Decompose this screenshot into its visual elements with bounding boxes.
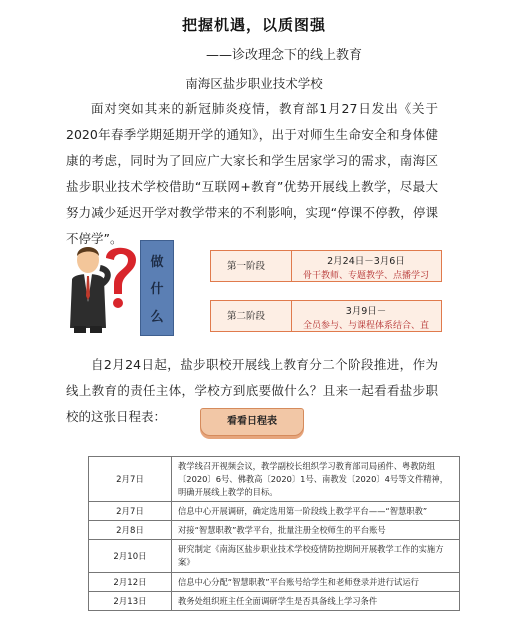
table-row [89, 521, 460, 540]
page-title: 把握机遇，以质图强 [181, 16, 326, 34]
page-subtitle: ——诊改理念下的线上教育 [205, 48, 362, 63]
stage-description: 全员参与、与课程体系结合、直 [302, 321, 429, 331]
schedule-content: 信息中心开展调研，确定选用第一阶段线上教学平台——“智慧职教” [172, 502, 460, 521]
schedule-content: 教学线召开视频会议，教学副校长组织学习教育部司局函件、粤教防组〔2020〕6号、佛教高〔2020〕1号、南教发〔2020〕4号等文件精神，明确开展线上教学的目标。 [172, 457, 460, 502]
stage-one-box [210, 250, 442, 282]
schedule-content: 研究制定《南海区盐步职业技术学校疫情防控期间开展教学工作的实施方案》 [172, 540, 460, 573]
intro-paragraph: 面对突如其来的新冠肺炎疫情，教育部1月27日发出《关于2020年春季学期延期开学的通知》，出于对师生生命安全和身体健康的考虑，同时为了回应广大家长和学生居家学习的需求，南海区盐步职业技术学校借助“互联网+教育”优势开展线上教学，尽最大努力减少延迟开学对教学带来的不利影响，实现“停课不停教，停课不停学”。 [66, 101, 438, 246]
schedule-tag: 看看日程表 [200, 408, 304, 436]
schedule-date: 2月12日 [89, 573, 172, 592]
side-char: 做 [150, 255, 164, 271]
stage-date: 3月9日－ [345, 306, 387, 317]
table-row [89, 592, 460, 611]
schedule-date: 2月7日 [89, 457, 172, 502]
table-row [89, 457, 460, 502]
table-row [89, 540, 460, 573]
schedule-content: 对接“智慧职教”教学平台，批量注册全校师生的平台账号 [172, 521, 460, 540]
stage-name: 第二阶段 [227, 311, 266, 322]
schedule-intro-paragraph: 自2月24日起，盐步职校开展线上教育分二个阶段推进，作为线上教育的责任主体，学校方到底要做什么？且来一起看看盐步职校的这张日程表： [66, 357, 438, 424]
schedule-date: 2月7日 [89, 502, 172, 521]
stage-two-box [210, 300, 442, 332]
side-char: 什 [150, 282, 164, 298]
schedule-date: 2月10日 [89, 540, 172, 573]
stage-name: 第一阶段 [227, 261, 266, 272]
schedule-content: 教务处组织班主任全面调研学生是否具备线上学习条件 [172, 592, 460, 611]
table-row [89, 573, 460, 592]
thinking-man-illustration [66, 240, 141, 335]
question-mark-icon [106, 248, 136, 294]
schedule-date: 2月8日 [89, 521, 172, 540]
schedule-date: 2月13日 [89, 592, 172, 611]
stage-description: 骨干教师、专题教学、点播学习 [302, 271, 429, 281]
stage-date: 2月24日－3月6日 [327, 256, 405, 267]
side-char: 么 [150, 309, 164, 325]
what-to-do-box [140, 240, 174, 336]
school-name: 南海区盐步职业技术学校 [185, 76, 323, 91]
table-row [89, 502, 460, 521]
schedule-content: 信息中心分配“智慧职教”平台账号给学生和老师登录并进行试运行 [172, 573, 460, 592]
schedule-table [88, 456, 460, 611]
